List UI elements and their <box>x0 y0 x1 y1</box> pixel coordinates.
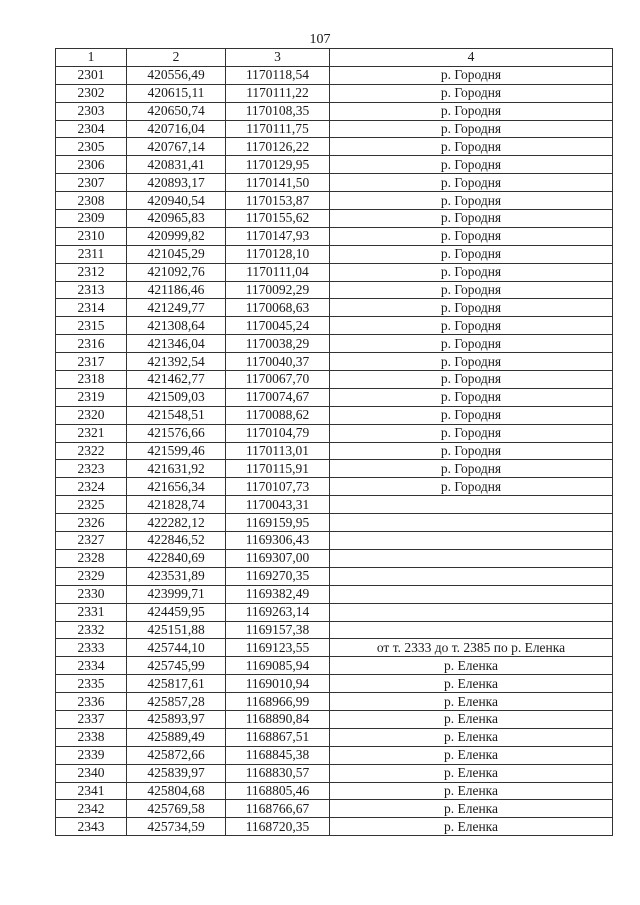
y-coordinate-cell: 1168766,67 <box>226 800 330 818</box>
point-number-cell: 2313 <box>56 281 127 299</box>
x-coordinate-cell: 425889,49 <box>127 728 226 746</box>
point-number-cell: 2342 <box>56 800 127 818</box>
description-cell: р. Городня <box>330 281 613 299</box>
x-coordinate-cell: 421548,51 <box>127 406 226 424</box>
table-row <box>56 710 613 728</box>
table-row <box>56 478 613 496</box>
table-row <box>56 818 613 836</box>
y-coordinate-cell: 1170104,79 <box>226 424 330 442</box>
description-cell: р. Городня <box>330 478 613 496</box>
description-cell <box>330 585 613 603</box>
table-row <box>56 496 613 514</box>
point-number-cell: 2301 <box>56 66 127 84</box>
x-coordinate-cell: 421346,04 <box>127 335 226 353</box>
point-number-cell: 2305 <box>56 138 127 156</box>
table-row <box>56 227 613 245</box>
y-coordinate-cell: 1170107,73 <box>226 478 330 496</box>
y-coordinate-cell: 1170068,63 <box>226 299 330 317</box>
x-coordinate-cell: 425817,61 <box>127 675 226 693</box>
point-number-cell: 2339 <box>56 746 127 764</box>
description-cell <box>330 514 613 532</box>
x-coordinate-cell: 420716,04 <box>127 120 226 138</box>
point-number-cell: 2320 <box>56 406 127 424</box>
y-coordinate-cell: 1170111,75 <box>226 120 330 138</box>
point-number-cell: 2337 <box>56 710 127 728</box>
description-cell: р. Городня <box>330 210 613 228</box>
y-coordinate-cell: 1169263,14 <box>226 603 330 621</box>
x-coordinate-cell: 420831,41 <box>127 156 226 174</box>
table-row <box>56 245 613 263</box>
description-cell: р. Городня <box>330 245 613 263</box>
table-row <box>56 406 613 424</box>
x-coordinate-cell: 421576,66 <box>127 424 226 442</box>
table-row <box>56 442 613 460</box>
point-number-cell: 2311 <box>56 245 127 263</box>
x-coordinate-cell: 424459,95 <box>127 603 226 621</box>
table-row <box>56 84 613 102</box>
y-coordinate-cell: 1170113,01 <box>226 442 330 460</box>
table-row <box>56 174 613 192</box>
point-number-cell: 2318 <box>56 371 127 389</box>
description-cell: р. Еленка <box>330 746 613 764</box>
table-row <box>56 371 613 389</box>
description-cell: р. Еленка <box>330 693 613 711</box>
x-coordinate-cell: 422840,69 <box>127 549 226 567</box>
x-coordinate-cell: 420999,82 <box>127 227 226 245</box>
point-number-cell: 2317 <box>56 353 127 371</box>
y-coordinate-cell: 1170074,67 <box>226 388 330 406</box>
y-coordinate-cell: 1169085,94 <box>226 657 330 675</box>
point-number-cell: 2328 <box>56 549 127 567</box>
point-number-cell: 2338 <box>56 728 127 746</box>
point-number-cell: 2316 <box>56 335 127 353</box>
point-number-cell: 2327 <box>56 532 127 550</box>
point-number-cell: 2304 <box>56 120 127 138</box>
x-coordinate-cell: 425745,99 <box>127 657 226 675</box>
y-coordinate-cell: 1170067,70 <box>226 371 330 389</box>
description-cell: р. Городня <box>330 156 613 174</box>
point-number-cell: 2303 <box>56 102 127 120</box>
point-number-cell: 2325 <box>56 496 127 514</box>
table-row <box>56 192 613 210</box>
description-cell: р. Городня <box>330 227 613 245</box>
point-number-cell: 2324 <box>56 478 127 496</box>
y-coordinate-cell: 1170128,10 <box>226 245 330 263</box>
y-coordinate-cell: 1169010,94 <box>226 675 330 693</box>
table-row <box>56 728 613 746</box>
description-cell: р. Городня <box>330 120 613 138</box>
point-number-cell: 2326 <box>56 514 127 532</box>
point-number-cell: 2340 <box>56 764 127 782</box>
y-coordinate-cell: 1170118,54 <box>226 66 330 84</box>
description-cell: р. Городня <box>330 138 613 156</box>
y-coordinate-cell: 1170126,22 <box>226 138 330 156</box>
table-row <box>56 156 613 174</box>
x-coordinate-cell: 420893,17 <box>127 174 226 192</box>
description-cell <box>330 532 613 550</box>
description-cell: р. Городня <box>330 335 613 353</box>
description-cell: р. Городня <box>330 460 613 478</box>
x-coordinate-cell: 420615,11 <box>127 84 226 102</box>
y-coordinate-cell: 1168845,38 <box>226 746 330 764</box>
y-coordinate-cell: 1169270,35 <box>226 567 330 585</box>
y-coordinate-cell: 1168890,84 <box>226 710 330 728</box>
x-coordinate-cell: 423531,89 <box>127 567 226 585</box>
y-coordinate-cell: 1170115,91 <box>226 460 330 478</box>
header-cell-description: 4 <box>330 49 613 67</box>
x-coordinate-cell: 425804,68 <box>127 782 226 800</box>
point-number-cell: 2334 <box>56 657 127 675</box>
description-cell: р. Городня <box>330 263 613 281</box>
y-coordinate-cell: 1170040,37 <box>226 353 330 371</box>
table-row <box>56 335 613 353</box>
y-coordinate-cell: 1168830,57 <box>226 764 330 782</box>
description-cell <box>330 603 613 621</box>
x-coordinate-cell: 421462,77 <box>127 371 226 389</box>
description-cell: р. Еленка <box>330 764 613 782</box>
table-row <box>56 210 613 228</box>
y-coordinate-cell: 1170092,29 <box>226 281 330 299</box>
point-number-cell: 2323 <box>56 460 127 478</box>
description-cell: р. Городня <box>330 192 613 210</box>
point-number-cell: 2322 <box>56 442 127 460</box>
y-coordinate-cell: 1168720,35 <box>226 818 330 836</box>
table-row <box>56 675 613 693</box>
table-row <box>56 424 613 442</box>
x-coordinate-cell: 425857,28 <box>127 693 226 711</box>
x-coordinate-cell: 420767,14 <box>127 138 226 156</box>
description-cell: р. Городня <box>330 406 613 424</box>
description-cell: р. Городня <box>330 442 613 460</box>
x-coordinate-cell: 423999,71 <box>127 585 226 603</box>
table-row <box>56 460 613 478</box>
point-number-cell: 2331 <box>56 603 127 621</box>
description-cell: р. Еленка <box>330 728 613 746</box>
description-cell: р. Еленка <box>330 710 613 728</box>
table-row <box>56 782 613 800</box>
x-coordinate-cell: 425839,97 <box>127 764 226 782</box>
table-row <box>56 120 613 138</box>
description-cell: р. Городня <box>330 66 613 84</box>
point-number-cell: 2312 <box>56 263 127 281</box>
y-coordinate-cell: 1170088,62 <box>226 406 330 424</box>
table-row <box>56 514 613 532</box>
x-coordinate-cell: 421392,54 <box>127 353 226 371</box>
table-row <box>56 585 613 603</box>
point-number-cell: 2321 <box>56 424 127 442</box>
table-row <box>56 532 613 550</box>
description-cell: от т. 2333 до т. 2385 по р. Еленка <box>330 639 613 657</box>
point-number-cell: 2330 <box>56 585 127 603</box>
description-cell: р. Еленка <box>330 675 613 693</box>
description-cell: р. Городня <box>330 424 613 442</box>
x-coordinate-cell: 421599,46 <box>127 442 226 460</box>
header-cell-x: 2 <box>127 49 226 67</box>
table-row <box>56 138 613 156</box>
y-coordinate-cell: 1169307,00 <box>226 549 330 567</box>
x-coordinate-cell: 425744,10 <box>127 639 226 657</box>
table-row <box>56 263 613 281</box>
header-cell-y: 3 <box>226 49 330 67</box>
x-coordinate-cell: 425769,58 <box>127 800 226 818</box>
point-number-cell: 2315 <box>56 317 127 335</box>
y-coordinate-cell: 1168867,51 <box>226 728 330 746</box>
point-number-cell: 2336 <box>56 693 127 711</box>
x-coordinate-cell: 425151,88 <box>127 621 226 639</box>
y-coordinate-cell: 1169157,38 <box>226 621 330 639</box>
y-coordinate-cell: 1170108,35 <box>226 102 330 120</box>
table-row <box>56 639 613 657</box>
y-coordinate-cell: 1168805,46 <box>226 782 330 800</box>
y-coordinate-cell: 1169159,95 <box>226 514 330 532</box>
table-row <box>56 388 613 406</box>
x-coordinate-cell: 421186,46 <box>127 281 226 299</box>
x-coordinate-cell: 425893,97 <box>127 710 226 728</box>
point-number-cell: 2343 <box>56 818 127 836</box>
point-number-cell: 2314 <box>56 299 127 317</box>
description-cell: р. Еленка <box>330 818 613 836</box>
x-coordinate-cell: 425734,59 <box>127 818 226 836</box>
description-cell: р. Городня <box>330 388 613 406</box>
table-row <box>56 621 613 639</box>
x-coordinate-cell: 421828,74 <box>127 496 226 514</box>
table-row <box>56 764 613 782</box>
y-coordinate-cell: 1169382,49 <box>226 585 330 603</box>
y-coordinate-cell: 1170129,95 <box>226 156 330 174</box>
page-number: 107 <box>309 32 331 47</box>
point-number-cell: 2332 <box>56 621 127 639</box>
y-coordinate-cell: 1170043,31 <box>226 496 330 514</box>
table-row <box>56 317 613 335</box>
x-coordinate-cell: 421092,76 <box>127 263 226 281</box>
point-number-cell: 2310 <box>56 227 127 245</box>
table-row <box>56 657 613 675</box>
y-coordinate-cell: 1170038,29 <box>226 335 330 353</box>
point-number-cell: 2308 <box>56 192 127 210</box>
description-cell: р. Городня <box>330 299 613 317</box>
y-coordinate-cell: 1169306,43 <box>226 532 330 550</box>
table-row <box>56 102 613 120</box>
y-coordinate-cell: 1168966,99 <box>226 693 330 711</box>
x-coordinate-cell: 421308,64 <box>127 317 226 335</box>
table-row <box>56 281 613 299</box>
table-row <box>56 746 613 764</box>
y-coordinate-cell: 1170141,50 <box>226 174 330 192</box>
y-coordinate-cell: 1169123,55 <box>226 639 330 657</box>
header-row <box>56 49 613 67</box>
header-cell-point-number: 1 <box>56 49 127 67</box>
table-row <box>56 549 613 567</box>
description-cell <box>330 549 613 567</box>
description-cell <box>330 567 613 585</box>
description-cell: р. Городня <box>330 317 613 335</box>
description-cell: р. Городня <box>330 371 613 389</box>
y-coordinate-cell: 1170045,24 <box>226 317 330 335</box>
y-coordinate-cell: 1170153,87 <box>226 192 330 210</box>
x-coordinate-cell: 421656,34 <box>127 478 226 496</box>
point-number-cell: 2333 <box>56 639 127 657</box>
x-coordinate-cell: 425872,66 <box>127 746 226 764</box>
description-cell: р. Еленка <box>330 782 613 800</box>
table-row <box>56 603 613 621</box>
y-coordinate-cell: 1170111,04 <box>226 263 330 281</box>
x-coordinate-cell: 421631,92 <box>127 460 226 478</box>
description-cell <box>330 496 613 514</box>
point-number-cell: 2302 <box>56 84 127 102</box>
point-number-cell: 2309 <box>56 210 127 228</box>
table-row <box>56 66 613 84</box>
description-cell: р. Городня <box>330 174 613 192</box>
table-row <box>56 693 613 711</box>
description-cell: р. Еленка <box>330 800 613 818</box>
description-cell: р. Городня <box>330 102 613 120</box>
y-coordinate-cell: 1170147,93 <box>226 227 330 245</box>
description-cell: р. Городня <box>330 84 613 102</box>
x-coordinate-cell: 420650,74 <box>127 102 226 120</box>
x-coordinate-cell: 420556,49 <box>127 66 226 84</box>
table-row <box>56 353 613 371</box>
point-number-cell: 2306 <box>56 156 127 174</box>
point-number-cell: 2329 <box>56 567 127 585</box>
description-cell <box>330 621 613 639</box>
point-number-cell: 2341 <box>56 782 127 800</box>
point-number-cell: 2335 <box>56 675 127 693</box>
description-cell: р. Городня <box>330 353 613 371</box>
table-row <box>56 299 613 317</box>
x-coordinate-cell: 421249,77 <box>127 299 226 317</box>
point-number-cell: 2307 <box>56 174 127 192</box>
x-coordinate-cell: 421045,29 <box>127 245 226 263</box>
y-coordinate-cell: 1170111,22 <box>226 84 330 102</box>
x-coordinate-cell: 420965,83 <box>127 210 226 228</box>
table-row <box>56 800 613 818</box>
coordinates-table <box>55 48 613 836</box>
x-coordinate-cell: 422846,52 <box>127 532 226 550</box>
table-body <box>56 66 613 835</box>
point-number-cell: 2319 <box>56 388 127 406</box>
y-coordinate-cell: 1170155,62 <box>226 210 330 228</box>
table-row <box>56 567 613 585</box>
x-coordinate-cell: 420940,54 <box>127 192 226 210</box>
table-header <box>56 49 613 67</box>
description-cell: р. Еленка <box>330 657 613 675</box>
x-coordinate-cell: 421509,03 <box>127 388 226 406</box>
x-coordinate-cell: 422282,12 <box>127 514 226 532</box>
